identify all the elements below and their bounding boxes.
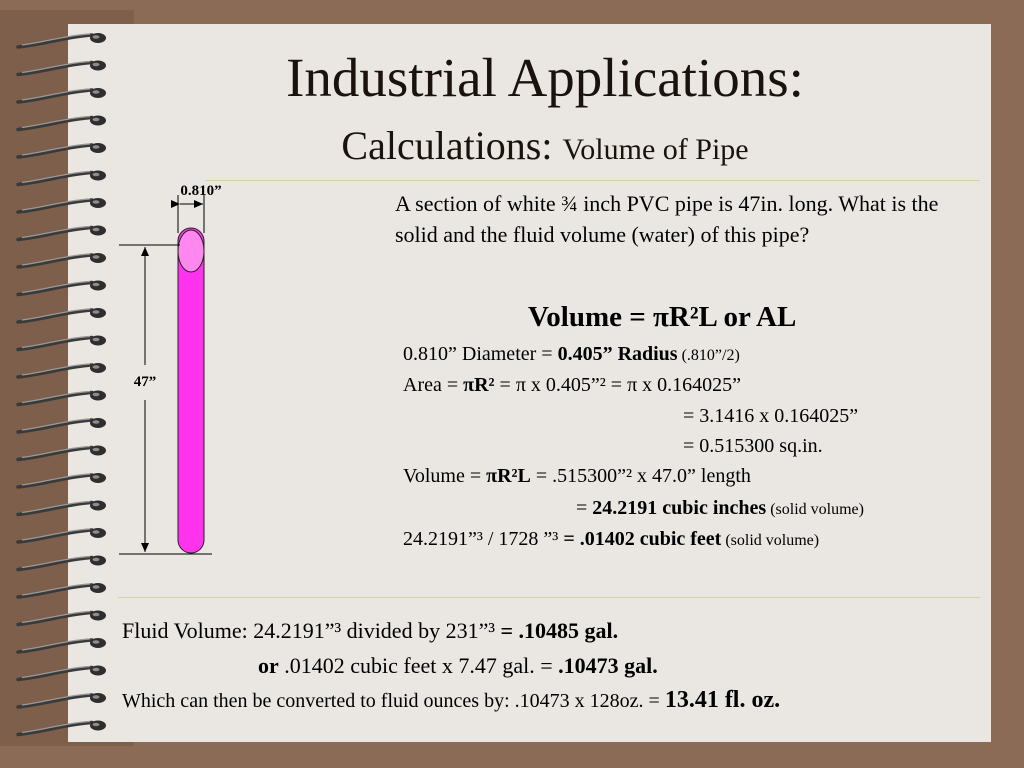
- spiral-coil: [18, 418, 106, 432]
- spiral-coil: [18, 528, 106, 542]
- top-divider: [205, 180, 980, 181]
- spiral-coil: [18, 171, 106, 185]
- spiral-coil: [18, 666, 106, 680]
- slide-title: Industrial Applications:: [286, 47, 804, 108]
- spiral-coil: [18, 253, 106, 267]
- calc-line-volume: Volume = πR²L = .515300”² x 47.0” length: [403, 465, 751, 487]
- calc-line-diameter: 0.810” Diameter = 0.405” Radius (.810”/2): [403, 343, 740, 365]
- subtitle-prefix: Calculations:: [341, 123, 563, 168]
- pipe-opening: [178, 230, 204, 272]
- length-label: 47”: [133, 374, 157, 390]
- spiral-coil: [18, 226, 106, 240]
- spiral-coil: [18, 611, 106, 625]
- spiral-coil: [18, 391, 106, 405]
- diameter-label: 0.810”: [180, 183, 222, 199]
- calc-line-area-step: = 3.1416 x 0.164025”: [683, 405, 859, 427]
- pipe-diagram: [110, 175, 260, 570]
- spiral-coil: [18, 501, 106, 515]
- problem-statement: A section of white ¾ inch PVC pipe is 47in. long. What is the solid and the fluid volume (water) of this pipe?: [395, 191, 939, 247]
- calc-line-area: Area = πR² = π x 0.405”² = π x 0.164025”: [403, 374, 742, 396]
- volume-formula: Volume = πR²L or AL: [528, 301, 797, 333]
- calc-line-volume-result: = 24.2191 cubic inches (solid volume): [576, 497, 864, 519]
- spiral-coil: [18, 198, 106, 212]
- calc-line-area-result: = 0.515300 sq.in.: [683, 435, 823, 457]
- calc-line-cubic-feet: 24.2191”³ / 1728 ”³ = .01402 cubic feet (solid volume): [403, 528, 820, 550]
- spiral-coil: [18, 721, 106, 735]
- slide-subtitle: [0, 124, 1024, 172]
- pipe-body: [178, 228, 204, 553]
- spiral-coil: [18, 33, 106, 47]
- spiral-coil: [18, 281, 106, 295]
- fluid-volume-line: Fluid Volume: 24.2191”³ divided by 231”³ = .10485 gal.: [122, 618, 619, 643]
- spiral-coil: [18, 556, 106, 570]
- spiral-coil: [18, 336, 106, 350]
- bottom-divider: [118, 597, 980, 598]
- subtitle-topic: Volume of Pipe: [562, 133, 749, 166]
- spiral-coil: [18, 446, 106, 460]
- spiral-coil: [18, 473, 106, 487]
- fluid-volume-alt-line: or .01402 cubic feet x 7.47 gal. = .10473 gal.: [258, 653, 658, 678]
- spiral-coil: [18, 638, 106, 652]
- spiral-coil: [18, 308, 106, 322]
- fluid-ounces-line: Which can then be converted to fluid ounces by: .10473 x 128oz. = 13.41 fl. oz.: [122, 687, 781, 713]
- spiral-coil: [18, 363, 106, 377]
- spiral-coil: [18, 693, 106, 707]
- spiral-coil: [18, 583, 106, 597]
